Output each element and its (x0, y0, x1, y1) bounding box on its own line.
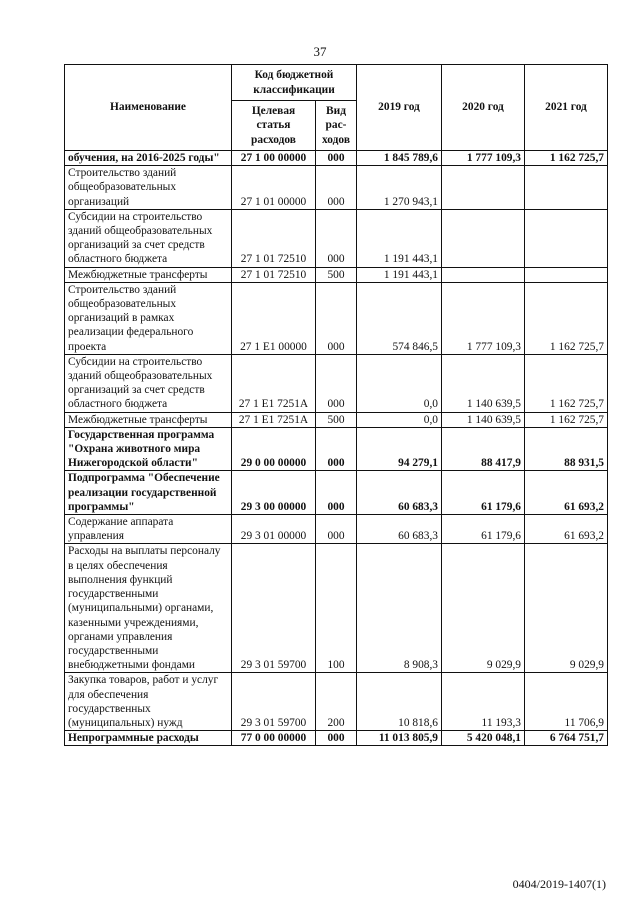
row-value-2021: 9 029,9 (525, 544, 608, 673)
row-target-item: 29 3 01 59700 (232, 544, 316, 673)
row-value-2019: 1 191 443,1 (357, 267, 442, 282)
row-value-2019: 1 270 943,1 (357, 166, 442, 210)
row-value-2021: 1 162 725,7 (525, 412, 608, 427)
row-value-2019: 94 279,1 (357, 427, 442, 471)
row-name: Закупка товаров, работ и услуг для обеспечения государственных (муниципальных) нужд (65, 673, 232, 731)
row-value-2019: 0,0 (357, 412, 442, 427)
row-value-2020: 88 417,9 (442, 427, 525, 471)
row-expense-type: 200 (316, 673, 357, 731)
row-name: Расходы на выплаты персоналу в целях обеспечения выполнения функций государственными (муниципальными) органами, казенными учреждениями, органами управления государственными внебюджетными фондами (65, 544, 232, 673)
budget-table (64, 64, 608, 746)
row-expense-type: 000 (316, 515, 357, 544)
row-expense-type: 000 (316, 354, 357, 412)
header-name: Наименование (65, 65, 232, 151)
row-value-2019: 8 908,3 (357, 544, 442, 673)
table-row (65, 151, 608, 166)
table-row (65, 267, 608, 282)
row-target-item: 27 1 01 72510 (232, 209, 316, 267)
table-body (65, 151, 608, 746)
row-value-2020: 11 193,3 (442, 673, 525, 731)
table-row (65, 412, 608, 427)
row-expense-type: 100 (316, 544, 357, 673)
header-expense-type: Вид рас-ходов (316, 101, 357, 151)
row-value-2019: 1 845 789,6 (357, 151, 442, 166)
row-target-item: 29 3 01 00000 (232, 515, 316, 544)
row-name: Государственная программа "Охрана животного мира Нижегородской области" (65, 427, 232, 471)
row-value-2020: 61 179,6 (442, 515, 525, 544)
header-year-2020: 2020 год (442, 65, 525, 151)
row-value-2020: 1 140 639,5 (442, 354, 525, 412)
row-name: Непрограммные расходы (65, 731, 232, 746)
table-row (65, 209, 608, 267)
row-target-item: 27 1 E1 7251A (232, 412, 316, 427)
table-row (65, 354, 608, 412)
row-value-2021 (525, 209, 608, 267)
row-target-item: 77 0 00 00000 (232, 731, 316, 746)
row-name: Субсидии на строительство зданий общеобразовательных организаций за счет средств областного бюджета (65, 209, 232, 267)
row-value-2021: 61 693,2 (525, 471, 608, 515)
row-value-2020 (442, 267, 525, 282)
row-name: Межбюджетные трансферты (65, 267, 232, 282)
row-expense-type: 000 (316, 471, 357, 515)
row-expense-type: 000 (316, 731, 357, 746)
header-code-group: Код бюджетной классификации (232, 65, 357, 101)
row-expense-type: 500 (316, 267, 357, 282)
row-value-2021: 88 931,5 (525, 427, 608, 471)
row-value-2019: 0,0 (357, 354, 442, 412)
header-year-2021: 2021 год (525, 65, 608, 151)
row-expense-type: 000 (316, 209, 357, 267)
row-target-item: 27 1 01 72510 (232, 267, 316, 282)
row-name: Содержание аппарата управления (65, 515, 232, 544)
row-expense-type: 000 (316, 427, 357, 471)
row-expense-type: 000 (316, 166, 357, 210)
row-target-item: 29 3 01 59700 (232, 673, 316, 731)
row-value-2020: 1 777 109,3 (442, 151, 525, 166)
row-target-item: 27 1 01 00000 (232, 166, 316, 210)
row-name: Строительство зданий общеобразовательных организаций в рамках реализации федерального проекта (65, 282, 232, 354)
table-row (65, 282, 608, 354)
table-row (65, 731, 608, 746)
row-value-2020: 5 420 048,1 (442, 731, 525, 746)
row-value-2019: 1 191 443,1 (357, 209, 442, 267)
row-value-2019: 60 683,3 (357, 515, 442, 544)
row-target-item: 27 1 00 00000 (232, 151, 316, 166)
row-value-2021 (525, 267, 608, 282)
row-value-2019: 10 818,6 (357, 673, 442, 731)
table-row (65, 673, 608, 731)
row-name: Субсидии на строительство зданий общеобразовательных организаций за счет средств областного бюджета (65, 354, 232, 412)
row-target-item: 29 3 00 00000 (232, 471, 316, 515)
row-value-2021: 1 162 725,7 (525, 354, 608, 412)
row-name: Межбюджетные трансферты (65, 412, 232, 427)
table-row (65, 427, 608, 471)
row-value-2021: 61 693,2 (525, 515, 608, 544)
row-value-2020: 61 179,6 (442, 471, 525, 515)
table-row (65, 515, 608, 544)
row-value-2020 (442, 166, 525, 210)
row-value-2020: 1 140 639,5 (442, 412, 525, 427)
row-value-2019: 574 846,5 (357, 282, 442, 354)
row-name: Строительство зданий общеобразовательных организаций (65, 166, 232, 210)
header-target-item: Целевая статья расходов (232, 101, 316, 151)
page-number: 37 (313, 44, 327, 59)
row-value-2020: 1 777 109,3 (442, 282, 525, 354)
table-row (65, 544, 608, 673)
table-row (65, 166, 608, 210)
row-value-2020: 9 029,9 (442, 544, 525, 673)
row-target-item: 27 1 E1 00000 (232, 282, 316, 354)
row-expense-type: 000 (316, 151, 357, 166)
document-code: 0404/2019-1407(1) (512, 877, 606, 891)
row-name: обучения, на 2016-2025 годы" (65, 151, 232, 166)
row-value-2021: 1 162 725,7 (525, 151, 608, 166)
row-value-2021: 11 706,9 (525, 673, 608, 731)
header-year-2019: 2019 год (357, 65, 442, 151)
row-value-2021: 1 162 725,7 (525, 282, 608, 354)
row-expense-type: 000 (316, 282, 357, 354)
row-target-item: 27 1 E1 7251A (232, 354, 316, 412)
row-value-2021: 6 764 751,7 (525, 731, 608, 746)
row-name: Подпрограмма "Обеспечение реализации государственной программы" (65, 471, 232, 515)
row-expense-type: 500 (316, 412, 357, 427)
table-row (65, 471, 608, 515)
row-target-item: 29 0 00 00000 (232, 427, 316, 471)
row-value-2019: 60 683,3 (357, 471, 442, 515)
row-value-2021 (525, 166, 608, 210)
row-value-2020 (442, 209, 525, 267)
row-value-2019: 11 013 805,9 (357, 731, 442, 746)
